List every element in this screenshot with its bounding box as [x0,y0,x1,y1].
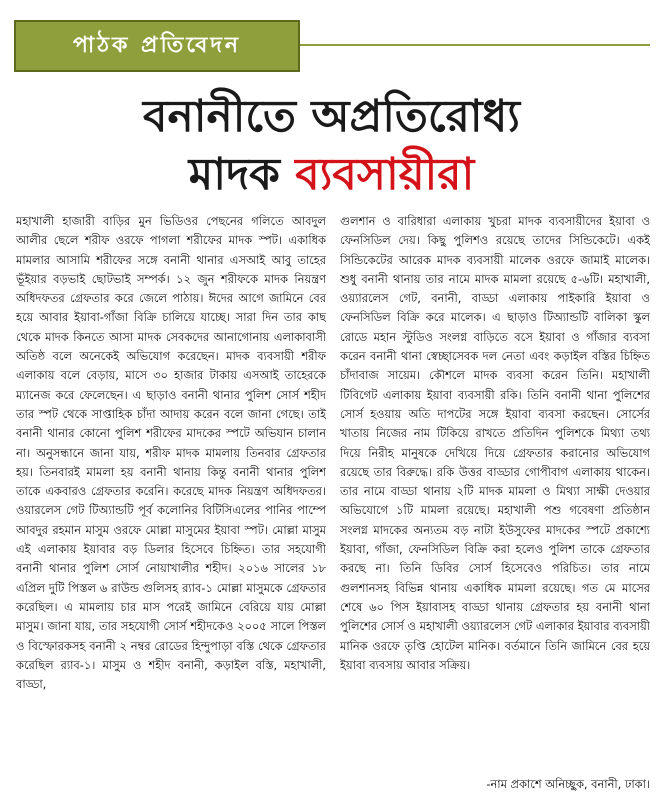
article-column-1: মহাখালী হাজারী বাড়ির মুন ভিডিওর পেছনের গলিতে আবদুল আলীর ছেলে শরীফ ওরফে পাগলা শরীফের মাদক স্পট। একাধিক মামলার আসামি শরীফের সঙ্গে বনানী থানার এসআই আবু তাহের ভূঁইয়ার বড়ভাই ছোটভাই সম্পর্ক। ১২ জুন শরীফকে মাদক নিয়ন্ত্রণ অধিদফতর গ্রেফতার করে জেলে পাঠায়। ঈদের আগে জামিনে বের হয়ে আবার ইয়াবা-গাঁজা বিক্রি চালিয়ে যাচ্ছে। সারা দিন তার কাছ থেকে মাদক কিনতে আসা মাদক সেবকদের আনাগোনায় এলাকাবাসী অতিষ্ঠ বলে অনেকেই অভিযোগ করেছেন। মাদক ব্যবসায়ী শরীফ এলাকায় বলে বেড়ায়, মাসে ৩০ হাজার টাকায় এসআই তাহেরকে ম্যানেজ করে ফেলেছেন। এ ছাড়াও বনানী থানার পুলিশ সোর্স শহীদ তার স্পট থেকে সাপ্তাহিক চাঁদা আদায় করেন বলে জানা গেছে। তাই বনানী থানার কোনো পুলিশ শরীফের মাদকের স্পটে অভিযান চালান না। অনুসন্ধানে জানা যায়, শরীফ মাদক মামলায় তিনবার গ্রেফতার হয়। তিনবারই মামলা হয় বনানী থানায় কিন্তু বনানী থানার পুলিশ তাকে একবারও গ্রেফতার করেনি। করেছে মাদক নিয়ন্ত্রণ অধিদফতর। ওয়ারলেস গেট টিঅ্যান্ডটি পূর্ব কলোনির বিটিসিএলের পানির পাম্পে আবদুর রহমান মাসুম ওরফে মোল্লা মাসুমের ইয়াবা স্পট। মোল্লা মাসুম এই এলাকায় ইয়াবার বড় ডিলার হিসেবে চিহ্নিত। তার সহযোগী বনানী থানার পুলিশ সোর্স নোয়াখালীর শহীদ। ২০১৬ সালের ১৮ এপ্রিল দুটি পিস্তল ৬ রাউন্ড গুলিসহ র‍্যাব-১ মোল্লা মাসুমকে গ্রেফতার করেছিল। এ মামলায় চার মাস পরেই জামিনে বেরিয়ে যায় মোল্লা মাসুম। জানা যায়, তার সহযোগী সোর্স শহীদকেও ২০০৫ সালে পিস্তল ও বিস্ফোরকসহ বনানী ২ নম্বর রোডের হিন্দুপাড়া বস্তি থেকে গ্রেফতার করেছিল র‍্যাব-১। মাসুম ও শহীদ বনানী, কড়াইল বস্তি, মহাখালী, বাড্ডা, [16,214,326,692]
headline-line-2-dark: মাদক [188,149,296,200]
header-rule [300,44,650,46]
headline [0,88,663,204]
headline-line-2 [0,146,663,204]
byline: -নাম প্রকাশে অনিচ্ছুক, বনানী, ঢাকা। [486,777,650,791]
section-label: পাঠক প্রতিবেদন [72,32,242,58]
article-body [16,212,650,777]
headline-line-2-red: ব্যবসায়ীরা [295,149,475,200]
section-header-box [14,20,300,72]
article-column-2: গুলশান ও বারিধারা এলাকায় খুচরা মাদক ব্যবসায়ীদের ইয়াবা ও ফেনসিডিল দেয়। কিছু পুলিশও রয়েছে তাদের সিন্ডিকেটে। একই সিন্ডিকেটের আরেক মাদক ব্যবসায়ী মালেক ওরফে জামাই মালেক। শুধু বনানী থানায় তার নামে মাদক মামলা রয়েছে ৫-৬টি। মহাখালী, ওয়্যারলেস গেট, বনানী, বাড্ডা এলাকায় পাইকারি ইয়াবা ও ফেনসিডিল বিক্রি করে মালেক। এ ছাড়াও টিঅ্যান্ডটি বালিকা স্কুল রোডে মহান স্টুডিও সংলগ্ন বাড়িতে বসে ইয়াবা ও গাঁজার ব্যবসা করেন বনানী থানা স্বেচ্ছাসেবক দল নেতা এবং কড়াইল বস্তির চিহ্নিত চাঁদাবাজ সায়েম। কৌশলে মাদক ব্যবসা করেন তিনি। মহাখালী টিবিগেট এলাকায় ইয়াবা ব্যবসায়ী রকি। তিনি বনানী থানা পুলিশের সোর্স হওয়ায় অতি দাপটের সঙ্গে ইয়াবা ব্যবসা করছেন। সোর্সের খাতায় নিজের নাম টিকিয়ে রাখতে প্রতিদিন পুলিশকে মিথ্যা তথ্য দিয়ে নিরীহ মানুষকে দেখিয়ে দিয়ে গ্রেফতার করানোর অভিযোগ রয়েছে তার বিরুদ্ধে। রকি উত্তর বাড্ডার গোপীবাগ এলাকায় থাকেন। তার নামে বাড্ডা থানায় ২টি মাদক মামলা ও মিথ্যা সাক্ষী দেওয়ার অভিযোগে ১টি মামলা রয়েছে। মহাখালী পশু গবেষণা প্রতিষ্ঠান সংলগ্ন মাদকের অন্যতম বড় নাটা ইউসুফের মাদকের স্পটে প্রকাশ্যে ইয়াবা, গাঁজা, ফেনসিডিল বিক্রি করা হলেও পুলিশ তাকে গ্রেফতার করছে না। তিনি ডিবির সোর্স হিসেবেও পরিচিত। তার নামে গুলশানসহ বিভিন্ন থানায় একাধিক মামলা রয়েছে। গত মে মাসের শেষে ৬০ পিস ইয়াবাসহ বাড্ডা থানায় গ্রেফতার হয় বনানী থানা পুলিশের সোর্স ও মহাখালী ওয়্যারলেস গেট এলাকার ইয়াবার ব্যবসায়ী মানিক ওরফে তৃপ্তি হোটেল মানিক। বর্তমানে তিনি জামিনে বের হয়ে ইয়াবা ব্যবসায় আবার সক্রিয়। [340,214,650,672]
headline-line-1: বনানীতে অপ্রতিরোধ্য [143,91,520,142]
